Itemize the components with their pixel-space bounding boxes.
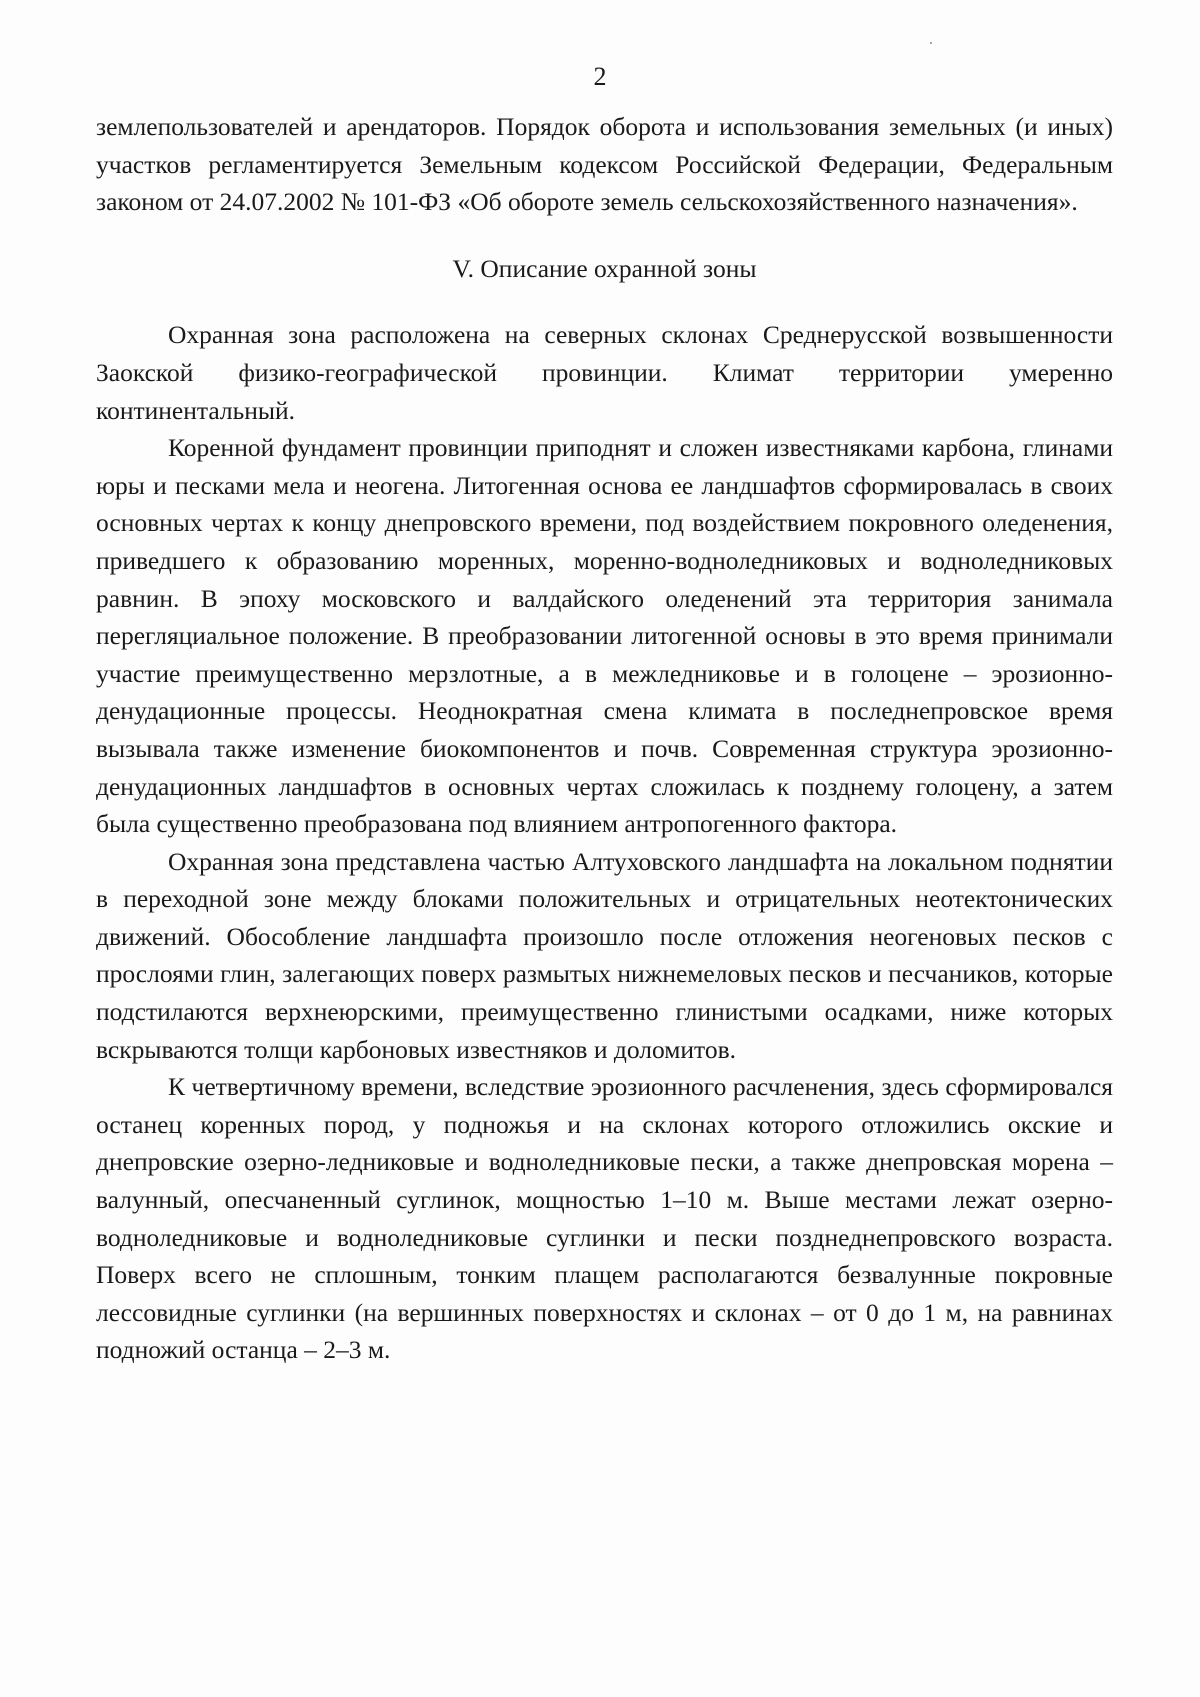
section-heading: V. Описание охранной зоны xyxy=(452,253,757,283)
document-body xyxy=(96,108,1113,1369)
intro-paragraph: землепользователей и арендаторов. Порядок оборота и использования земельных (и иных) участков регламентируется Земельным кодексом Российской Федерации, Федеральным законом от 24.07.2002 № 101-ФЗ «Об обороте земель сельскохозяйственного назначения». xyxy=(96,112,1113,217)
paragraph-foundation: Коренной фундамент провинции приподнят и сложен известняками карбона, глинами юры и песками мела и неогена. Литогенная основа ее ландшафтов сформировалась в своих основных чертах к концу днепровского времени, под воздействием покровного оледенения, приведшего к образованию моренных, моренно-водноледниковых и водноледниковых равнин. В эпоху московского и валдайского оледенений эта территория занимала перегляциальное положение. В преобразовании литогенной основы в это время принимали участие преимущественно мерзлотные, а в межледниковье и в голоцене – эрозионно-денудационные процессы. Неоднократная смена климата в последнепровское время вызывала также изменение биокомпонентов и почв. Современная структура эрозионно-денудационных ландшафтов в основных чертах сложилась к позднему голоцену, а затем была существенно преобразована под влиянием антропогенного фактора. xyxy=(96,433,1113,839)
scan-speck xyxy=(930,42,932,44)
paragraph-climate: Охранная зона расположена на северных склонах Среднерусской возвышенности Заокской физико-географической провинции. Климат территории умеренно континентальный. xyxy=(96,320,1113,425)
paragraph-quaternary: К четвертичному времени, вследствие эрозионного расчленения, здесь сформировался останец коренных пород, у подножья и на склонах которого отложились окские и днепровские озерно-ледниковые и водноледниковые пески, а также днепровская морена – валунный, опесчаненный суглинок, мощностью 1–10 м. Выше местами лежат озерно-водноледниковые и водноледниковые суглинки и пески позднеднепровского возраста. Поверх всего не сплошным, тонким плащем располагаются безвалунные покровные лессовидные суглинки (на вершинных поверхностях и склонах – от 0 до 1 м, на равнинах подножий останца – 2–3 м. xyxy=(96,1072,1113,1365)
paragraph-landscape: Охранная зона представлена частью Алтуховского ландшафта на локальном поднятии в переходной зоне между блоками положительных и отрицательных неотектонических движений. Обособление ландшафта произошло после отложения неогеновых песков с прослоями глин, залегающих поверх размытых нижнемеловых песков и песчаников, которые подстилаются верхнеюрскими, преимущественно глинистыми осадками, ниже которых вскрываются толщи карбоновых известняков и доломитов. xyxy=(96,846,1113,1064)
page-number: 2 xyxy=(593,62,607,91)
